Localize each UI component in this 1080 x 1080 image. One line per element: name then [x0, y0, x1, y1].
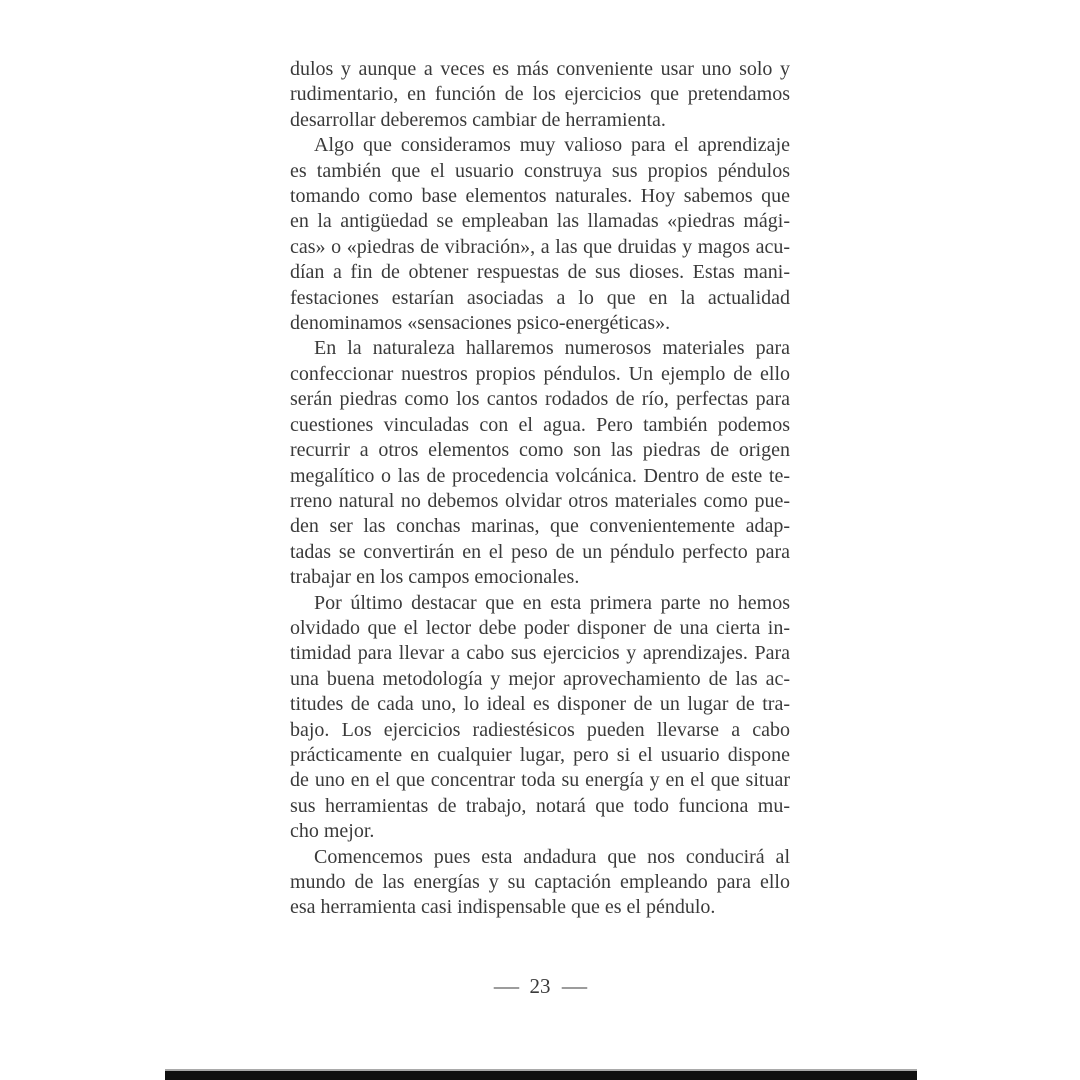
- text-line: una buena metodología y mejor aprovechamiento de las ac-: [290, 667, 790, 690]
- text-line: confeccionar nuestros propios péndulos. Un ejemplo de ello: [290, 362, 790, 385]
- text-line: rudimentario, en función de los ejercicios que pretendamos: [290, 83, 790, 106]
- text-line: es también que el usuario construya sus propios péndulos: [290, 159, 790, 182]
- text-line: desarrollar deberemos cambiar de herramienta.: [290, 108, 666, 131]
- text-line: trabajar en los campos emocionales.: [290, 566, 580, 589]
- text-line: Algo que consideramos muy valioso para el aprendizaje: [314, 134, 790, 157]
- text-line: sus herramientas de trabajo, notará que todo funciona mu-: [290, 794, 790, 817]
- text-line: cas» o «piedras de vibración», a las que druidas y magos acu-: [290, 235, 790, 258]
- text-line: bajo. Los ejercicios radiestésicos pueden llevarse a cabo: [290, 718, 790, 741]
- page-number-value: 23: [529, 974, 551, 998]
- body-text: [290, 57, 790, 921]
- text-line: dulos y aunque a veces es más conveniente usar uno solo y: [290, 58, 790, 80]
- text-line: rreno natural no debemos olvidar otros materiales como pue-: [290, 489, 790, 512]
- paragraph: [290, 845, 790, 921]
- paragraph: [290, 57, 790, 133]
- text-line: Por último destacar que en esta primera parte no hemos: [314, 591, 790, 614]
- text-line: esa herramienta casi indispensable que es el péndulo.: [290, 896, 716, 919]
- text-line: tadas se convertirán en el peso de un péndulo perfecto para: [290, 540, 790, 563]
- text-line: mundo de las energías y su captación empleando para ello: [290, 871, 790, 893]
- text-line: en la antigüedad se empleaban las llamadas «piedras mági-: [290, 210, 790, 233]
- text-line: cuestiones vinculadas con el agua. Pero también podemos: [290, 413, 790, 436]
- text-line: recurrir a otros elementos como son las piedras de origen: [290, 439, 790, 462]
- text-line: dían a fin de obtener respuestas de sus dioses. Estas mani-: [290, 261, 790, 284]
- page-number-right-dash: —: [561, 974, 587, 998]
- text-line: prácticamente en cualquier lugar, pero si el usuario dispone: [290, 743, 790, 766]
- bottom-edge-bar: [165, 1069, 917, 1080]
- text-line: En la naturaleza hallaremos numerosos materiales para: [314, 337, 790, 360]
- paragraph: [290, 591, 790, 845]
- text-line: cho mejor.: [290, 820, 375, 843]
- text-line: megalítico o las de procedencia volcánica. Dentro de este te-: [290, 464, 790, 487]
- page-number-left-dash: —: [493, 974, 519, 998]
- text-line: serán piedras como los cantos rodados de río, perfectas para: [290, 388, 790, 411]
- text-line: de uno en el que concentrar toda su energía y en el que situar: [290, 769, 790, 792]
- paragraph: [290, 336, 790, 590]
- text-line: olvidado que el lector debe poder disponer de una cierta in-: [290, 616, 790, 639]
- page-number: [290, 974, 790, 999]
- text-line: Comencemos pues esta andadura que nos conducirá al: [314, 845, 790, 868]
- paragraph: [290, 133, 790, 336]
- text-line: tomando como base elementos naturales. Hoy sabemos que: [290, 185, 790, 208]
- text-line: titudes de cada uno, lo ideal es disponer de un lugar de tra-: [290, 693, 790, 716]
- text-line: festaciones estarían asociadas a lo que en la actualidad: [290, 286, 790, 309]
- text-line: denominamos «sensaciones psico-energéticas».: [290, 312, 671, 335]
- text-line: timidad para llevar a cabo sus ejercicios y aprendizajes. Para: [290, 642, 790, 665]
- text-line: den ser las conchas marinas, que convenientemente adap-: [290, 515, 790, 538]
